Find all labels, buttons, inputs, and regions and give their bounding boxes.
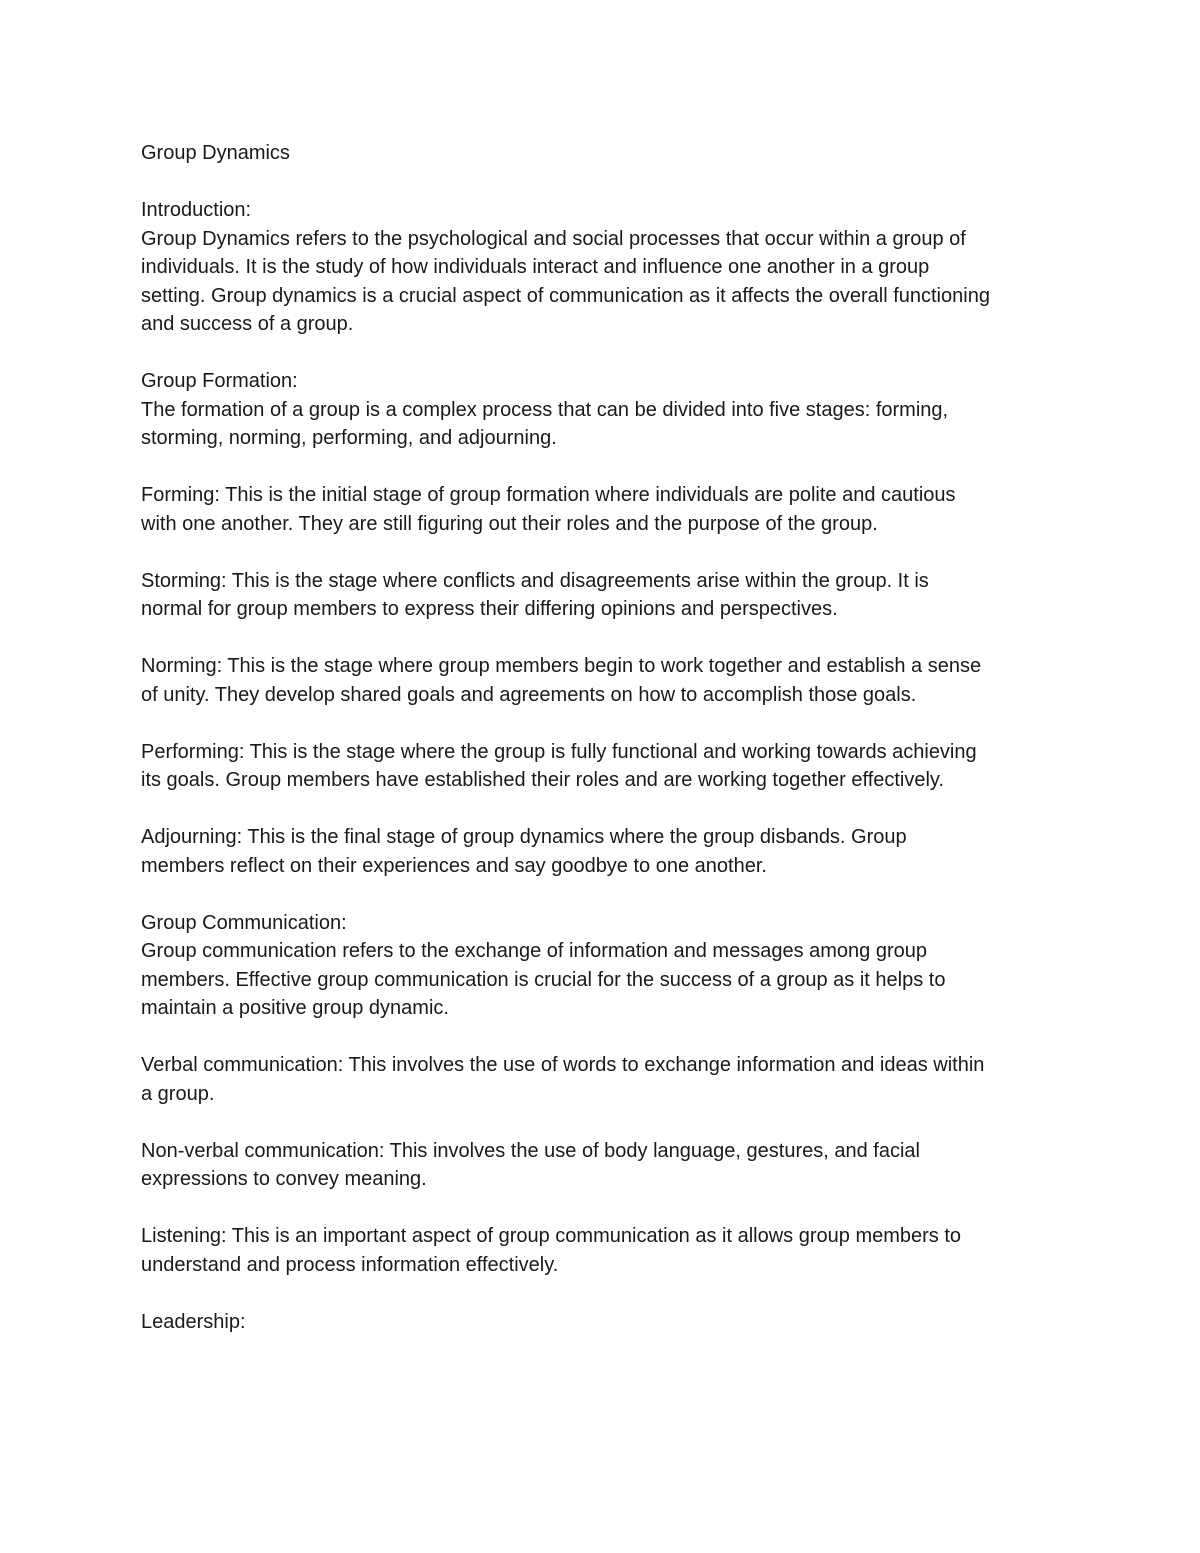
- spacer: [141, 453, 1066, 482]
- paragraph-line: individuals. It is the study of how individuals interact and influence one another in a group: [141, 256, 930, 278]
- paragraph-line: of unity. They develop shared goals and agreements on how to accomplish those goals.: [141, 683, 917, 706]
- paragraph-line: understand and process information effectively.: [141, 1253, 559, 1276]
- paragraph-line: Performing: This is the stage where the group is fully functional and working towards achieving: [141, 740, 977, 763]
- paragraph-line: Adjourning: This is the final stage of group dynamics where the group disbands. Group: [141, 826, 907, 848]
- paragraph-line: Storming: This is the stage where conflicts and disagreements arise within the group. It is: [141, 569, 929, 592]
- paragraph-line: and success of a group.: [141, 313, 354, 335]
- spacer: [141, 624, 1066, 653]
- section-heading-introduction: Introduction:: [141, 199, 252, 221]
- spacer: [141, 538, 1066, 567]
- section-heading-leadership: Leadership:: [141, 1310, 246, 1333]
- paragraph-line: maintain a positive group dynamic.: [141, 997, 449, 1019]
- paragraph-line: Forming: This is the initial stage of group formation where individuals are polite and cautious: [141, 484, 956, 506]
- paragraph-line: members. Effective group communication is crucial for the success of a group as it helps to: [141, 968, 946, 991]
- spacer: [141, 1279, 1066, 1308]
- paragraph-line: expressions to convey meaning.: [141, 1168, 427, 1190]
- paragraph-line: Verbal communication: This involves the use of words to exchange information and ideas within: [141, 1054, 985, 1076]
- paragraph-line: Norming: This is the stage where group members begin to work together and establish a sense: [141, 655, 982, 677]
- paragraph-line: The formation of a group is a complex process that can be divided into five stages: forming,: [141, 398, 949, 421]
- spacer: [141, 880, 1066, 909]
- paragraph-line: storming, norming, performing, and adjourning.: [141, 427, 557, 449]
- document-body: [141, 139, 1066, 1336]
- paragraph-line: Listening: This is an important aspect of group communication as it allows group members to: [141, 1225, 962, 1247]
- document-title: Group Dynamics: [141, 142, 290, 164]
- paragraph-line: with one another. They are still figuring out their roles and the purpose of the group.: [141, 512, 878, 535]
- paragraph-line: Non-verbal communication: This involves the use of body language, gestures, and facial: [141, 1139, 920, 1162]
- section-heading-group-communication: Group Communication:: [141, 911, 347, 934]
- paragraph-line: setting. Group dynamics is a crucial aspect of communication as it affects the overall functioning: [141, 284, 990, 307]
- spacer: [141, 168, 1066, 197]
- spacer: [141, 339, 1066, 368]
- spacer: [141, 1194, 1066, 1223]
- spacer: [141, 709, 1066, 738]
- spacer: [141, 1108, 1066, 1137]
- paragraph-line: members reflect on their experiences and say goodbye to one another.: [141, 854, 767, 877]
- paragraph-line: normal for group members to express their differing opinions and perspectives.: [141, 598, 838, 620]
- paragraph-line: Group Dynamics refers to the psychological and social processes that occur within a group of: [141, 227, 966, 250]
- paragraph-line: a group.: [141, 1082, 215, 1105]
- section-heading-group-formation: Group Formation:: [141, 370, 298, 392]
- paragraph-line: Group communication refers to the exchange of information and messages among group: [141, 940, 927, 962]
- paragraph-line: its goals. Group members have established their roles and are working together effectively.: [141, 769, 945, 791]
- spacer: [141, 795, 1066, 824]
- spacer: [141, 1023, 1066, 1052]
